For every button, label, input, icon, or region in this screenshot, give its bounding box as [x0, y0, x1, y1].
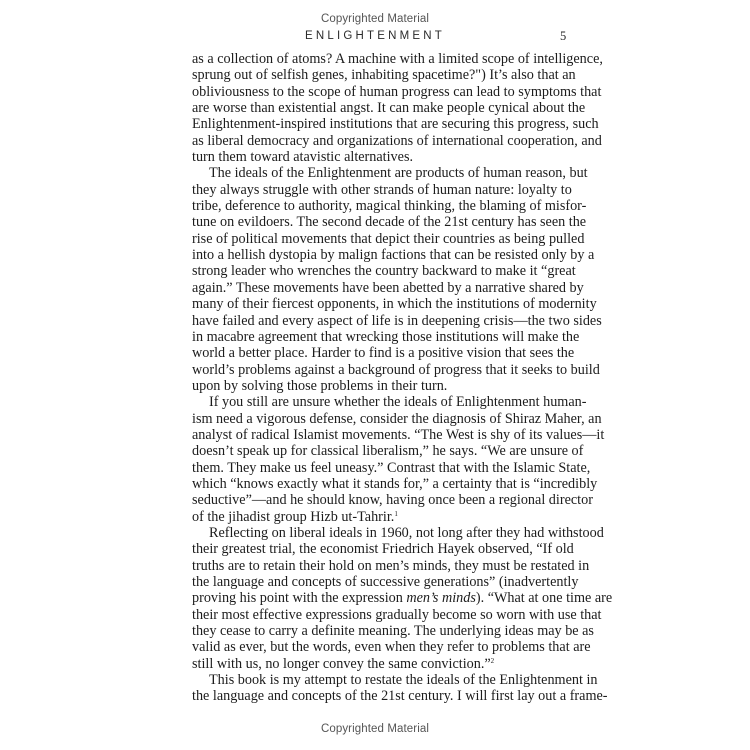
text-line: truths are to retain their hold on men’s minds, they must be restated in: [192, 557, 590, 574]
text-line: strong leader who wrenches the country backward to make it “great: [192, 263, 576, 280]
text-line: world’s problems against a background of progress that it seeks to build: [192, 361, 600, 378]
text-line: many of their fiercest opponents, in which the institutions of modernity: [192, 296, 597, 313]
text-line: upon by solving those problems in their turn.: [192, 377, 448, 394]
page-body-text: [192, 51, 613, 705]
text-line: valid as ever, but the words, even when they refer to problems that are: [192, 639, 591, 656]
text-line: [192, 590, 613, 607]
text-line: the language and concepts of the 21st century. I will first lay out a frame-: [192, 688, 608, 705]
text-line: turn them toward atavistic alternatives.: [192, 149, 414, 166]
text-line: they always struggle with other strands of human nature: loyalty to: [192, 181, 572, 198]
text-line: [192, 656, 568, 672]
text-line: tribe, deference to authority, magical thinking, the blaming of misfor-: [192, 198, 587, 215]
text-line: the language and concepts of successive generations” (inadvertently: [192, 574, 579, 590]
text-line: [192, 509, 568, 525]
text-line: seductive”—and he should know, having once been a regional director: [192, 492, 593, 509]
text-line-content: proving his point with the expression: [192, 590, 407, 607]
italic-phrase: men’s minds: [406, 590, 476, 607]
text-line: are worse than existential angst. It can make people cynical about the: [192, 100, 586, 117]
footnote-marker[interactable]: 1: [394, 509, 398, 518]
paragraph: [192, 524, 613, 672]
text-line: their most effective expressions gradually become so worn with use that: [192, 606, 602, 623]
text-line: into a hellish dystopia by malign factions that can be resisted only by a: [192, 247, 595, 264]
text-line: in macabre agreement that wrecking those institutions will make the: [192, 328, 580, 345]
page-number: 5: [560, 29, 567, 43]
text-line: obliviousness to the scope of human progress can lead to symptoms that: [192, 83, 602, 100]
text-line: rise of political movements that depict their countries as being pulled: [192, 230, 585, 247]
text-line: tune on evildoers. The second decade of the 21st century has seen the: [192, 214, 587, 231]
text-line: sprung out of selfish genes, inhabiting spacetime?") It’s also that an: [192, 67, 576, 84]
paragraph: [192, 165, 602, 394]
text-line: as liberal democracy and organizations of international cooperation, and: [192, 132, 602, 149]
paragraph: [192, 394, 605, 525]
text-line-content: of the jihadist group Hizb ut-Tahrir.: [192, 508, 395, 525]
text-line: have failed and every aspect of life is in deepening crisis—the two sides: [192, 312, 602, 329]
text-line-content: still with us, no longer convey the same conviction.”: [192, 655, 491, 672]
text-line-content: ). “What at one time are: [475, 590, 613, 607]
paragraph: [192, 672, 608, 705]
text-line: ism need a vigorous defense, consider the diagnosis of Shiraz Maher, an: [192, 410, 602, 427]
text-line: Reflecting on liberal ideals in 1960, not long after they had withstood: [209, 524, 604, 541]
text-line: analyst of radical Islamist movements. “The West is shy of its values—it: [192, 426, 605, 443]
text-line: If you still are unsure whether the ideals of Enlightenment human-: [209, 394, 587, 411]
text-line: Enlightenment-inspired institutions that are securing this progress, such: [192, 116, 599, 133]
text-line: world a better place. Harder to find is a positive vision that sees the: [192, 345, 575, 362]
text-line: their greatest trial, the economist Friedrich Hayek observed, “If old: [192, 541, 574, 558]
text-line: doesn’t speak up for classical liberalism,” he says. “We are unsure of: [192, 443, 584, 460]
text-line: again.” These movements have been abetted by a narrative shared by: [192, 279, 584, 296]
text-line: as a collection of atoms? A machine with a limited scope of intelligence,: [192, 51, 603, 67]
footnote-marker[interactable]: 2: [490, 656, 495, 665]
text-line: which “knows exactly what it stands for,” a certainty that is “incredibly: [192, 475, 598, 492]
text-line: The ideals of the Enlightenment are products of human reason, but: [209, 165, 588, 182]
copyright-watermark-bottom: Copyrighted Material: [320, 723, 430, 735]
text-line: them. They make us feel uneasy.” Contrast that with the Islamic State,: [192, 459, 591, 476]
copyright-watermark-top: Copyrighted Material: [320, 13, 430, 25]
text-line: they cease to carry a definite meaning. The underlying ideas may be as: [192, 623, 594, 640]
running-head-chapter-title: ENLIGHTENMENT: [305, 30, 445, 42]
text-line: This book is my attempt to restate the ideals of the Enlightenment in: [209, 672, 598, 689]
paragraph: [192, 51, 603, 166]
